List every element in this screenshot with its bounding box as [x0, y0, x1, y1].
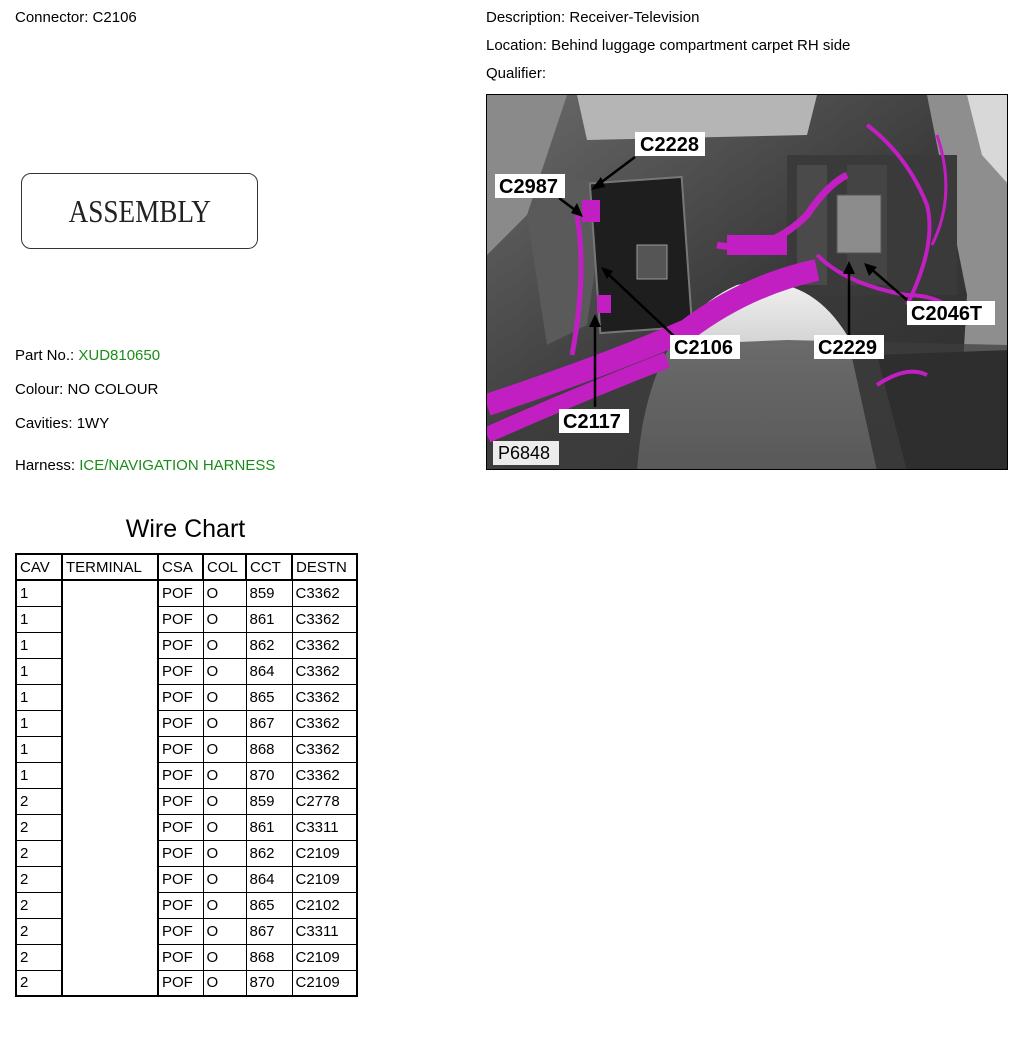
cell-cav: 1 [16, 762, 62, 788]
cell-cav: 1 [16, 580, 62, 606]
cell-csa: POF [158, 840, 203, 866]
cell-cav: 2 [16, 892, 62, 918]
cavities-value: 1WY [76, 415, 110, 432]
part-no-label: Part No.: [15, 347, 75, 364]
cell-cct: 867 [246, 710, 292, 736]
cell-destn: C3362 [292, 684, 357, 710]
cell-cct: 859 [246, 788, 292, 814]
location-field [486, 37, 850, 55]
wire-chart-header-row [16, 554, 357, 580]
cell-cct: 870 [246, 762, 292, 788]
cell-cct: 862 [246, 840, 292, 866]
description-value: Receiver-Television [569, 9, 700, 26]
cell-csa: POF [158, 892, 203, 918]
cell-col: O [203, 658, 246, 684]
cell-cav: 1 [16, 606, 62, 632]
cell-cct: 862 [246, 632, 292, 658]
cell-cav: 2 [16, 840, 62, 866]
cell-cct: 865 [246, 684, 292, 710]
cell-cav: 1 [16, 736, 62, 762]
callout-c2106 [670, 335, 740, 359]
location-label: Location: [486, 37, 547, 54]
cell-destn: C2109 [292, 866, 357, 892]
cell-cav: 2 [16, 918, 62, 944]
cell-col: O [203, 580, 246, 606]
cell-cct: 861 [246, 814, 292, 840]
image-ref-label [493, 441, 559, 465]
cell-csa: POF [158, 580, 203, 606]
cell-destn: C3362 [292, 736, 357, 762]
cell-cct: 870 [246, 970, 292, 996]
wire-chart-table [15, 553, 358, 997]
location-image [486, 94, 1008, 470]
cell-csa: POF [158, 944, 203, 970]
colour-label: Colour: [15, 381, 64, 398]
cell-destn: C3362 [292, 710, 357, 736]
cell-col: O [203, 840, 246, 866]
cavities-label: Cavities: [15, 415, 73, 432]
svg-text:C2046T: C2046T [911, 303, 983, 325]
cell-csa: POF [158, 632, 203, 658]
header-destn: DESTN [292, 554, 357, 580]
cell-cav: 1 [16, 632, 62, 658]
cell-cct: 865 [246, 892, 292, 918]
cell-destn: C3362 [292, 580, 357, 606]
svg-text:P6848: P6848 [498, 443, 551, 463]
callout-c2046t [907, 301, 995, 325]
callout-c2117 [559, 409, 629, 433]
cell-csa: POF [158, 762, 203, 788]
cell-destn: C3362 [292, 632, 357, 658]
cell-cav: 1 [16, 658, 62, 684]
cell-col: O [203, 866, 246, 892]
location-illustration [487, 95, 1008, 470]
part-no-link[interactable]: XUD810650 [78, 347, 161, 364]
part-no-field [15, 347, 160, 365]
location-value: Behind luggage compartment carpet RH side [551, 37, 851, 54]
cell-col: O [203, 944, 246, 970]
cell-destn: C2109 [292, 970, 357, 996]
harness-link[interactable]: ICE/NAVIGATION HARNESS [79, 457, 276, 474]
cell-csa: POF [158, 684, 203, 710]
cell-cav: 1 [16, 684, 62, 710]
cell-cav: 2 [16, 788, 62, 814]
svg-text:C2106: C2106 [674, 337, 733, 359]
cell-cct: 868 [246, 944, 292, 970]
callout-c2987 [495, 174, 565, 198]
cell-destn: C2109 [292, 840, 357, 866]
cell-destn: C2109 [292, 944, 357, 970]
description-label: Description: [486, 9, 566, 26]
cell-col: O [203, 710, 246, 736]
cell-destn: C2778 [292, 788, 357, 814]
cell-cct: 864 [246, 866, 292, 892]
colour-field [15, 381, 158, 399]
header-cct: CCT [246, 554, 292, 580]
cell-col: O [203, 606, 246, 632]
svg-text:C2228: C2228 [640, 134, 699, 156]
qualifier-label: Qualifier: [486, 65, 547, 82]
callout-c2229 [814, 335, 884, 359]
cell-csa: POF [158, 606, 203, 632]
cell-destn: C3311 [292, 918, 357, 944]
cell-cav: 2 [16, 970, 62, 996]
cell-col: O [203, 736, 246, 762]
svg-text:C2987: C2987 [499, 176, 558, 198]
cell-csa: POF [158, 814, 203, 840]
table-row [16, 580, 357, 606]
cell-cct: 861 [246, 606, 292, 632]
cell-cct: 867 [246, 918, 292, 944]
cell-cct: 868 [246, 736, 292, 762]
cavities-field [15, 415, 109, 433]
cell-csa: POF [158, 970, 203, 996]
cell-csa: POF [158, 658, 203, 684]
cell-cav: 2 [16, 944, 62, 970]
cell-csa: POF [158, 866, 203, 892]
assembly-box [21, 173, 258, 249]
svg-text:C2117: C2117 [563, 411, 621, 433]
cell-destn: C3311 [292, 814, 357, 840]
cell-terminal [62, 580, 158, 996]
assembly-label: ASSEMBLY [68, 192, 211, 229]
cell-csa: POF [158, 710, 203, 736]
connector-value: C2106 [92, 9, 137, 26]
qualifier-field [486, 65, 546, 83]
harness-field [15, 457, 275, 475]
cell-col: O [203, 892, 246, 918]
cell-csa: POF [158, 918, 203, 944]
description-field [486, 9, 699, 27]
header-cav: CAV [16, 554, 62, 580]
wire-chart-title: Wire Chart [125, 515, 246, 543]
cell-destn: C3362 [292, 762, 357, 788]
header-terminal: TERMINAL [62, 554, 158, 580]
cell-destn: C2102 [292, 892, 357, 918]
cell-csa: POF [158, 736, 203, 762]
cell-cct: 859 [246, 580, 292, 606]
svg-text:C2229: C2229 [818, 337, 877, 359]
colour-value: NO COLOUR [67, 381, 159, 398]
connector-label: Connector: [15, 9, 89, 26]
cell-cav: 2 [16, 814, 62, 840]
cell-col: O [203, 632, 246, 658]
cell-destn: C3362 [292, 606, 357, 632]
cell-csa: POF [158, 788, 203, 814]
cell-cct: 864 [246, 658, 292, 684]
cell-col: O [203, 814, 246, 840]
cell-cav: 1 [16, 710, 62, 736]
header-csa: CSA [158, 554, 203, 580]
cell-col: O [203, 762, 246, 788]
cell-destn: C3362 [292, 658, 357, 684]
callout-c2228 [635, 132, 705, 156]
cell-col: O [203, 918, 246, 944]
connector-field [15, 9, 137, 27]
cell-col: O [203, 684, 246, 710]
header-col: COL [203, 554, 246, 580]
cell-col: O [203, 970, 246, 996]
harness-label: Harness: [15, 457, 76, 474]
cell-cav: 2 [16, 866, 62, 892]
cell-col: O [203, 788, 246, 814]
